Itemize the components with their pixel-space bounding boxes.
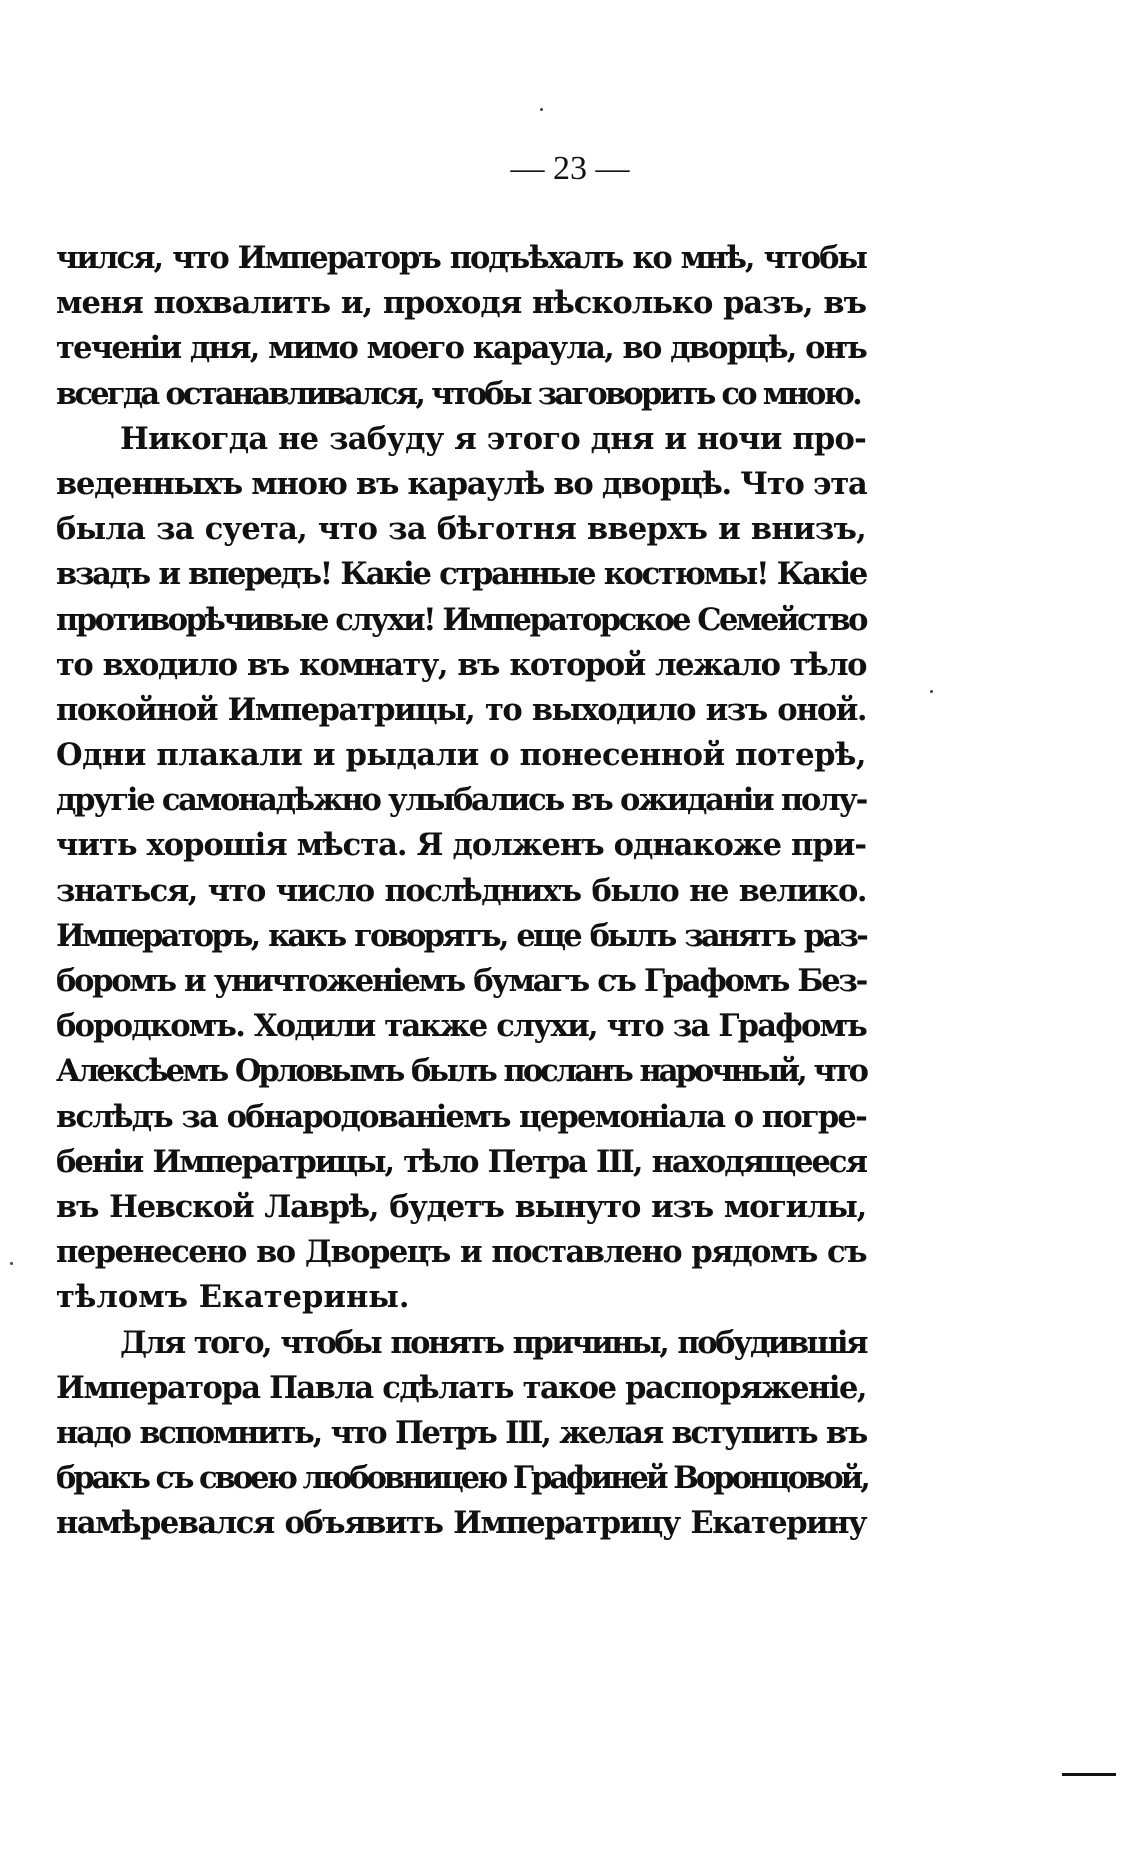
text-line: то входило въ комнату, въ которой лежало тѣло — [56, 646, 866, 683]
text-line: тѣломъ Екатерины. — [56, 1279, 410, 1316]
text-line: надо вспомнить, что Петръ III, желая вступить въ — [56, 1414, 866, 1451]
paragraph-3 — [56, 1321, 866, 1547]
text-line: покойной Императрицы, то выходило изъ оной. — [56, 691, 866, 728]
text-line: Одни плакали и рыдали о понесенной потерѣ, — [56, 737, 866, 774]
text-line: была за суета, что за бѣготня вверхъ и внизъ, — [56, 511, 866, 548]
text-line: бородкомъ. Ходили также слухи, что за Графомъ — [56, 1008, 866, 1045]
paragraph-2 — [56, 417, 866, 1321]
text-line: Никогда не забуду я этого дня и ночи про- — [120, 420, 866, 457]
scan-speck — [540, 108, 543, 111]
text-line: чился, что Императоръ подъѣхалъ ко мнѣ, чтобы — [56, 240, 866, 276]
text-line: перенесено во Дворецъ и поставлено рядомъ съ — [56, 1234, 866, 1271]
text-line: теченіи дня, мимо моего караула, во дворцѣ, онъ — [56, 330, 866, 367]
text-line: всегда останавливался, чтобы заговорить со мною. — [56, 375, 860, 412]
text-line: веденныхъ мною въ караулѣ во дворцѣ. Что эта — [56, 465, 867, 502]
paragraph-1 — [56, 236, 866, 417]
text-line: взадъ и впередъ! Какіе странные костюмы! Какіе — [56, 556, 866, 593]
scan-speck — [930, 690, 933, 693]
text-line: боромъ и уничтоженіемъ бумагъ съ Графомъ Без- — [56, 963, 866, 999]
text-line: Императоръ, какъ говорятъ, еще былъ занятъ раз- — [56, 917, 866, 954]
text-line: вслѣдъ за обнародованіемъ церемоніала о погре- — [56, 1098, 866, 1135]
text-line: Алексѣемъ Орловымъ былъ посланъ нарочный, что — [56, 1053, 866, 1090]
text-line: Императора Павла сдѣлать такое распоряженіе, — [56, 1369, 866, 1406]
text-line: другіе самонадѣжно улыбались въ ожиданіи полу- — [56, 782, 866, 819]
text-line: противорѣчивые слухи! Императорское Семейство — [56, 601, 866, 638]
text-line: знаться, что число послѣднихъ было не велико. — [56, 872, 866, 909]
page-number: — 23 — — [510, 150, 630, 187]
scan-speck — [10, 1262, 13, 1265]
text-line: меня похвалить и, проходя нѣсколько разъ, въ — [56, 285, 866, 322]
text-line: бракъ съ своею любовницею Графиней Воронцовой, — [56, 1460, 868, 1497]
margin-rule-mark — [1062, 1773, 1116, 1776]
text-line: беніи Императрицы, тѣло Петра III, находящееся — [56, 1143, 866, 1180]
text-line: намѣревался объявить Императрицу Екатерину — [56, 1505, 866, 1542]
text-line: чить хорошія мѣста. Я долженъ однакоже при- — [56, 827, 866, 864]
text-line: Для того, чтобы понять причины, побудившія — [120, 1324, 866, 1361]
text-line: въ Невской Лаврѣ, будетъ вынуто изъ могилы, — [56, 1188, 866, 1225]
body-text — [56, 236, 866, 1546]
